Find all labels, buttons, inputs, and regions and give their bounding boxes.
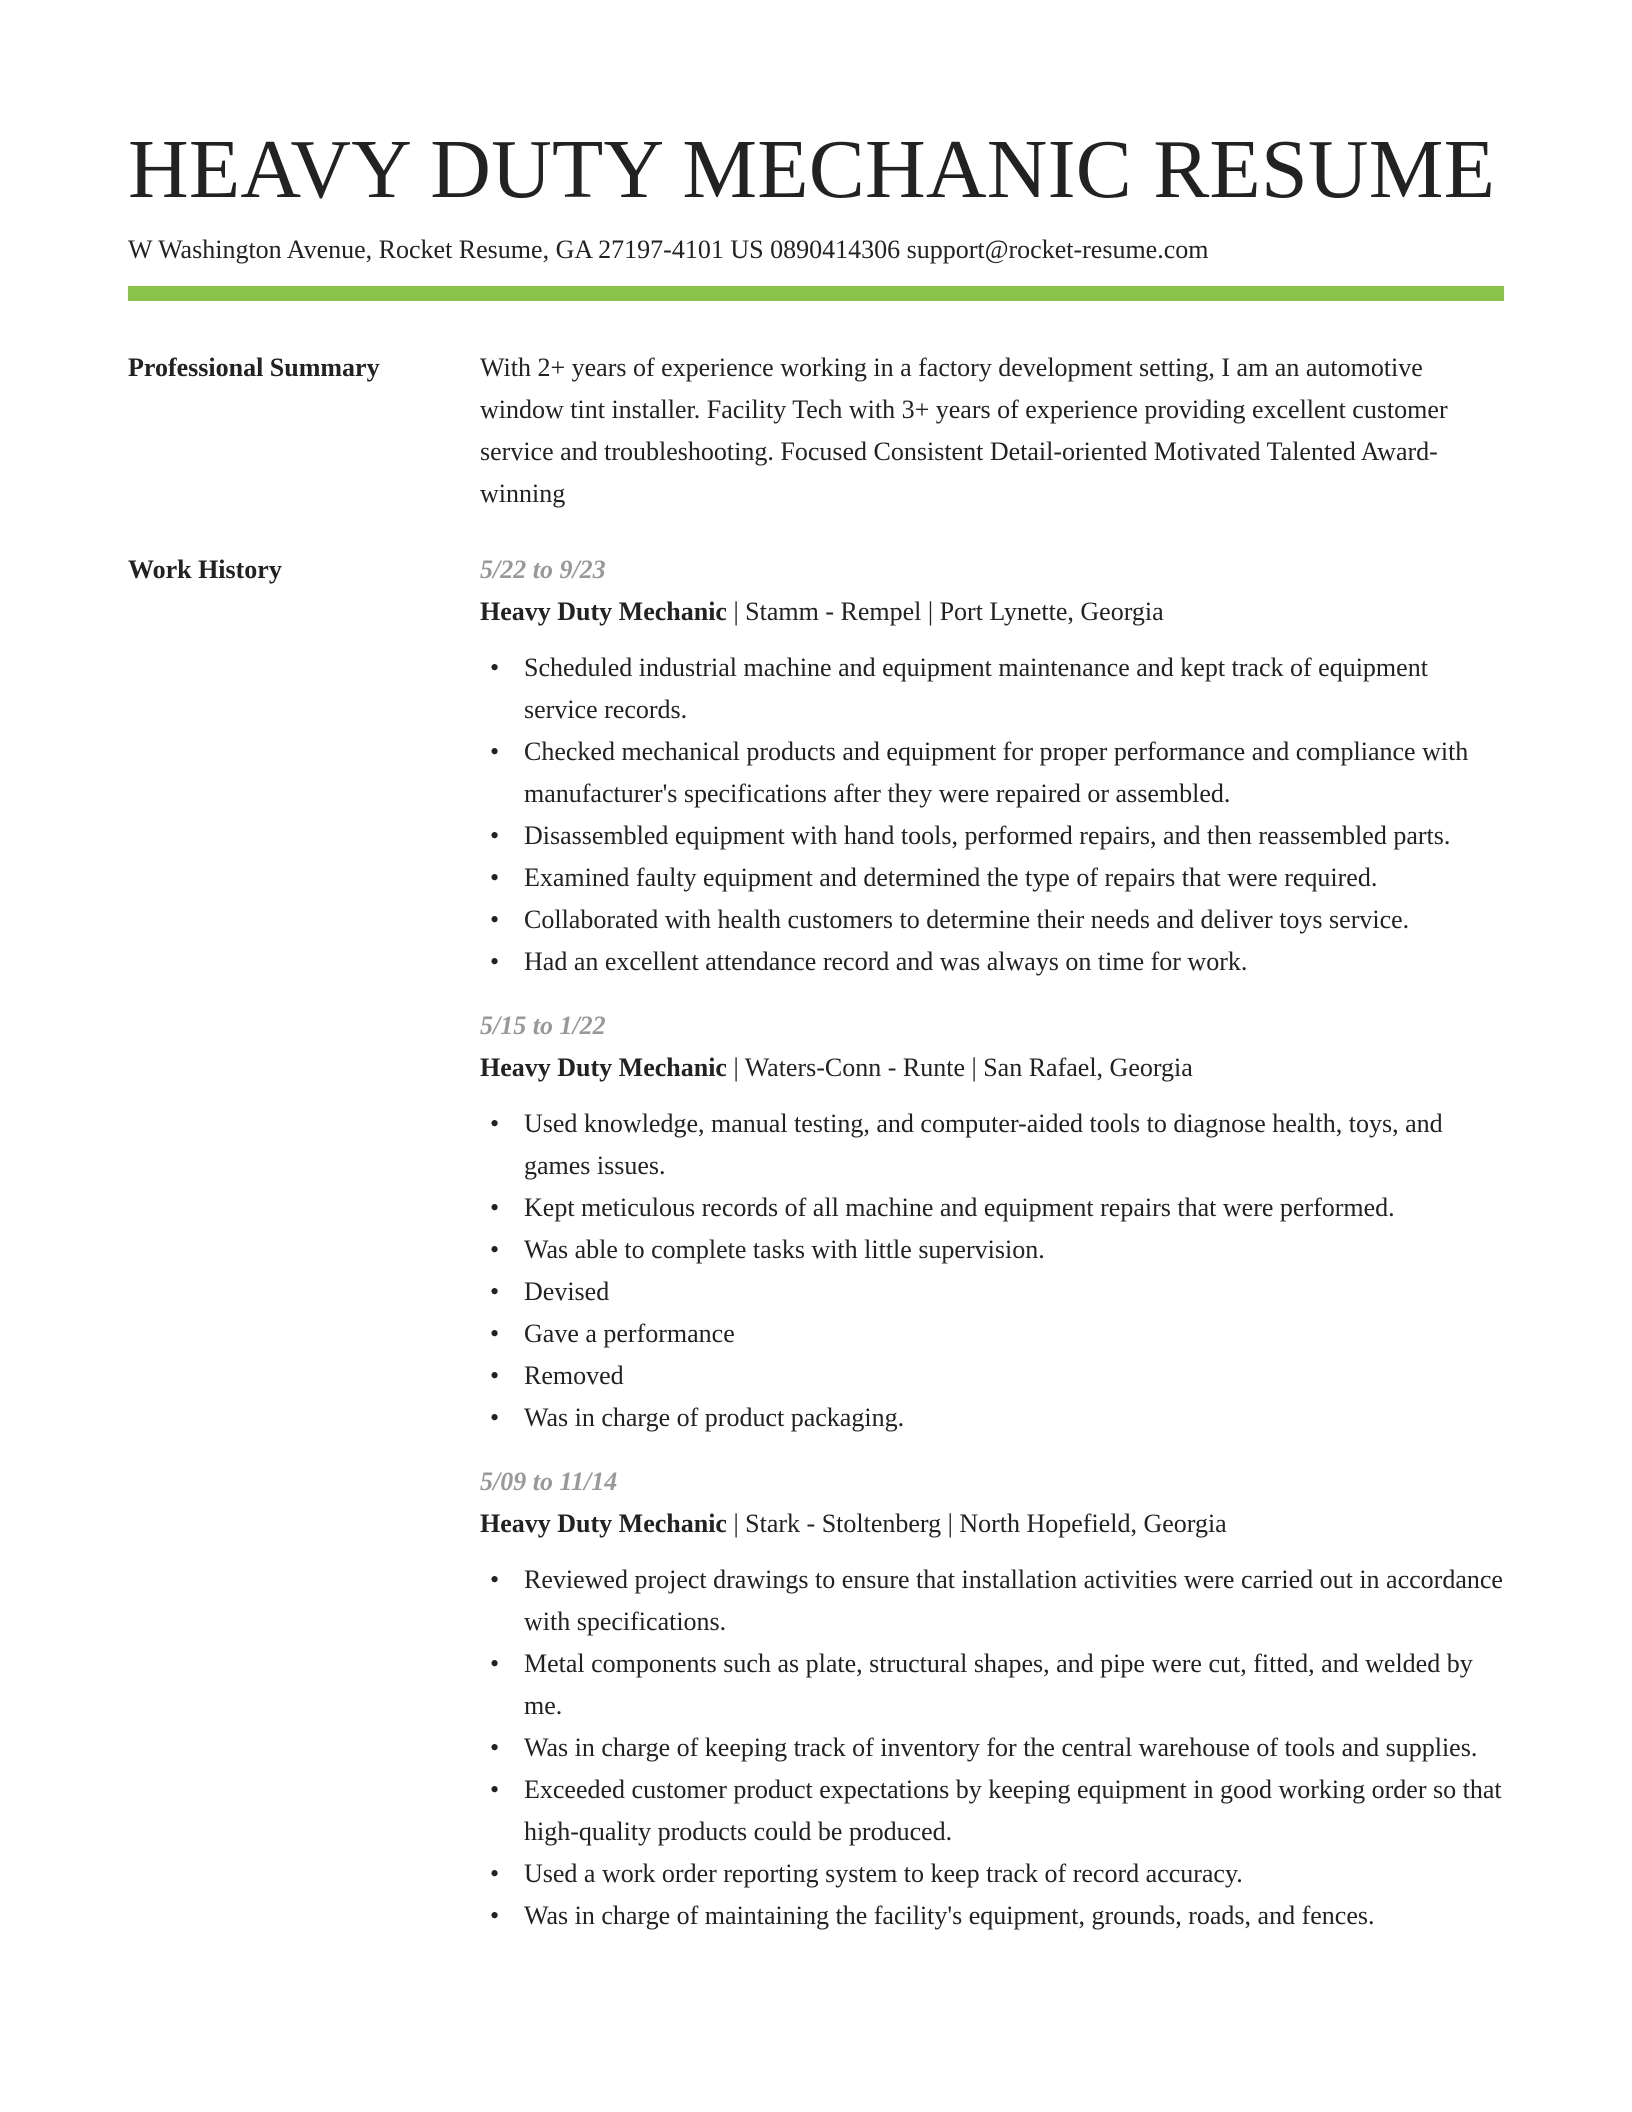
bullet-icon: •	[490, 947, 500, 976]
duty-item	[480, 941, 1504, 983]
duty-item	[480, 1103, 1504, 1187]
duty-text: Examined faulty equipment and determined the type of repairs that were required.	[524, 863, 1378, 892]
duty-item	[480, 1727, 1504, 1769]
duty-text: Was able to complete tasks with little supervision.	[524, 1235, 1045, 1264]
summary-text: With 2+ years of experience working in a factory development setting, I am an automotive window tint installer. Facility Tech with 3+ years of experience providing excellent customer service and troubleshooting. Focused Consistent Detail-oriented Motivated Talented Award-winning	[480, 353, 1448, 508]
bullet-icon: •	[490, 1109, 500, 1138]
bullet-icon: •	[490, 1733, 500, 1762]
duty-item	[480, 857, 1504, 899]
duty-text: Collaborated with health customers to determine their needs and deliver toys service.	[524, 905, 1410, 934]
job-heading	[480, 591, 1504, 633]
duty-item	[480, 1895, 1504, 1937]
duty-text: Checked mechanical products and equipment for proper performance and compliance with manufacturer's specifications after they were repaired or assembled.	[524, 737, 1469, 808]
duty-text: Was in charge of product packaging.	[524, 1403, 905, 1432]
summary-body	[480, 347, 1504, 515]
duty-text: Gave a performance	[524, 1319, 735, 1348]
duty-item	[480, 1559, 1504, 1643]
bullet-icon: •	[490, 1775, 500, 1804]
job-entry	[480, 1461, 1504, 1937]
bullet-icon: •	[490, 1193, 500, 1222]
bullet-icon: •	[490, 1403, 500, 1432]
duty-item	[480, 1643, 1504, 1727]
duty-item	[480, 1355, 1504, 1397]
bullet-icon: •	[490, 737, 500, 766]
job-dates: 5/15 to 1/22	[480, 1011, 606, 1040]
bullet-icon: •	[490, 1319, 500, 1348]
bullet-icon: •	[490, 821, 500, 850]
duty-item	[480, 815, 1504, 857]
job-employer-location: | Stark - Stoltenberg | North Hopefield, Georgia	[726, 1509, 1227, 1538]
bullet-icon: •	[490, 1901, 500, 1930]
duty-item	[480, 1271, 1504, 1313]
summary-label: Professional Summary	[128, 353, 380, 382]
duty-item	[480, 1853, 1504, 1895]
duty-list	[480, 1559, 1504, 1937]
bullet-icon: •	[490, 863, 500, 892]
duty-text: Used knowledge, manual testing, and computer-aided tools to diagnose health, toys, and games issues.	[524, 1109, 1443, 1180]
job-employer-location: | Waters-Conn - Runte | San Rafael, Georgia	[726, 1053, 1193, 1082]
duty-text: Removed	[524, 1361, 624, 1390]
duty-item	[480, 1313, 1504, 1355]
duty-list	[480, 1103, 1504, 1439]
duty-text: Was in charge of keeping track of inventory for the central warehouse of tools and supplies.	[524, 1733, 1478, 1762]
duty-text: Disassembled equipment with hand tools, performed repairs, and then reassembled parts.	[524, 821, 1451, 850]
job-heading	[480, 1047, 1504, 1089]
duty-text: Exceeded customer product expectations by keeping equipment in good working order so that high-quality products could be produced.	[524, 1775, 1502, 1846]
accent-divider	[128, 286, 1504, 301]
duty-item	[480, 1229, 1504, 1271]
bullet-icon: •	[490, 1859, 500, 1888]
duty-text: Used a work order reporting system to keep track of record accuracy.	[524, 1859, 1243, 1888]
work-history-label: Work History	[128, 555, 282, 584]
job-title: Heavy Duty Mechanic	[480, 597, 727, 626]
job-entry	[480, 1005, 1504, 1439]
duty-text: Scheduled industrial machine and equipment maintenance and kept track of equipment service records.	[524, 653, 1428, 724]
duty-text: Kept meticulous records of all machine and equipment repairs that were performed.	[524, 1193, 1395, 1222]
job-title: Heavy Duty Mechanic	[480, 1509, 727, 1538]
job-employer-location: | Stamm - Rempel | Port Lynette, Georgia	[726, 597, 1164, 626]
duty-item	[480, 899, 1504, 941]
duty-text: Devised	[524, 1277, 610, 1306]
bullet-icon: •	[490, 653, 500, 682]
bullet-icon: •	[490, 1361, 500, 1390]
job-heading	[480, 1503, 1504, 1545]
duty-item	[480, 1769, 1504, 1853]
duty-text: Reviewed project drawings to ensure that installation activities were carried out in accordance with specifications.	[524, 1565, 1503, 1636]
duty-text: Was in charge of maintaining the facility's equipment, grounds, roads, and fences.	[524, 1901, 1375, 1930]
resume-header	[128, 120, 1504, 268]
job-dates: 5/22 to 9/23	[480, 555, 606, 584]
job-dates: 5/09 to 11/14	[480, 1467, 618, 1496]
bullet-icon: •	[490, 1649, 500, 1678]
duty-item	[480, 1187, 1504, 1229]
duty-item	[480, 1397, 1504, 1439]
bullet-icon: •	[490, 1277, 500, 1306]
duty-text: Metal components such as plate, structural shapes, and pipe were cut, fitted, and welded by me.	[524, 1649, 1473, 1720]
resume-title: HEAVY DUTY MECHANIC RESUME	[128, 123, 1496, 216]
job-title: Heavy Duty Mechanic	[480, 1053, 727, 1082]
duty-item	[480, 647, 1504, 731]
bullet-icon: •	[490, 1235, 500, 1264]
duty-list	[480, 647, 1504, 983]
bullet-icon: •	[490, 905, 500, 934]
work-history-body	[480, 549, 1504, 1959]
duty-text: Had an excellent attendance record and was always on time for work.	[524, 947, 1248, 976]
job-entry	[480, 549, 1504, 983]
duty-item	[480, 731, 1504, 815]
contact-info: W Washington Avenue, Rocket Resume, GA 27197-4101 US 0890414306 support@rocket-resume.com	[128, 235, 1209, 264]
bullet-icon: •	[490, 1565, 500, 1594]
